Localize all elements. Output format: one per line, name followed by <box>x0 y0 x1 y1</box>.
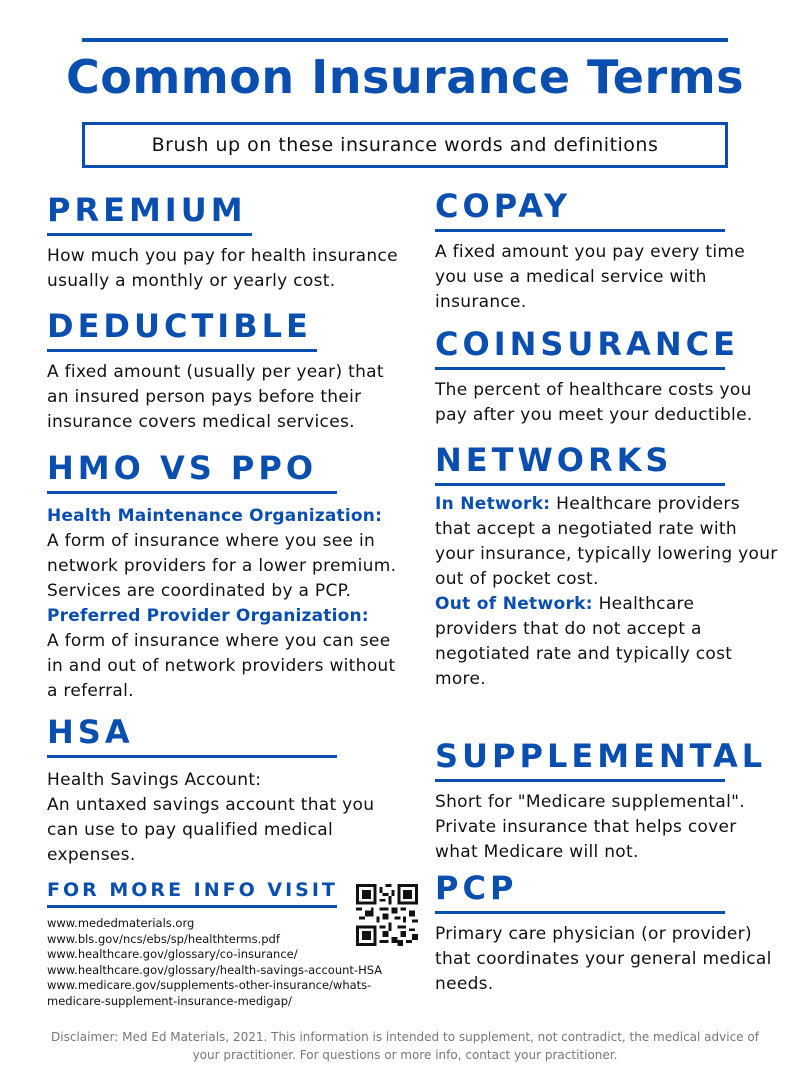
more-info-links <box>47 916 409 1009</box>
subtitle-box <box>82 122 728 168</box>
coinsurance-body: The percent of healthcare costs you pay after you meet your deductible. <box>435 380 753 425</box>
out-network-text <box>435 592 780 692</box>
link[interactable]: www.healthcare.gov/glossary/co-insurance/ <box>47 947 298 961</box>
pcp-body: Primary care physician (or provider) that coordinates your general medical needs. <box>435 924 772 994</box>
section-deductible <box>47 306 409 435</box>
link[interactable]: www.mededmaterials.org <box>47 916 195 930</box>
subtitle: Brush up on these insurance words and definitions <box>151 134 659 156</box>
hsa-body: An untaxed savings account that you can use to pay qualified medical expenses. <box>47 795 375 865</box>
coinsurance-heading: COINSURANCE <box>435 325 739 363</box>
section-premium <box>47 190 409 294</box>
disclaimer: Disclaimer: Med Ed Materials, 2021. This information is intended to supplement, not contradict, the medical advice of your practitioner. For questions or more info, contact your practitioner. <box>51 1030 759 1062</box>
copay-body: A fixed amount you pay every time you use a medical service with insurance. <box>435 242 745 312</box>
copay-rule <box>435 229 725 232</box>
hsa-heading: HSA <box>47 713 134 751</box>
deductible-heading: DEDUCTIBLE <box>47 307 312 345</box>
hmo-label: Health Maintenance Organization: <box>47 506 383 526</box>
networks-rule <box>435 483 725 486</box>
hmo-heading: HMO VS PPO <box>47 449 318 487</box>
hmo-body: A form of insurance where you see in network providers for a lower premium. Services are coordinated by a PCP. <box>47 531 397 601</box>
deductible-body: A fixed amount (usually per year) that an insured person pays before their insurance covers medical services. <box>47 362 384 432</box>
section-coinsurance <box>435 324 780 428</box>
out-network-body: Healthcare providers that do not accept a negotiated rate and typically cost more. <box>435 594 733 689</box>
in-network-body: Healthcare providers that accept a negotiated rate with your insurance, typically lowering your out of pocket cost. <box>435 494 778 589</box>
link[interactable]: www.bls.gov/ncs/ebs/sp/healthterms.pdf <box>47 931 280 946</box>
copay-heading: COPAY <box>435 187 572 225</box>
hsa-rule <box>47 755 337 758</box>
section-hsa <box>47 712 409 868</box>
ppo-label: Preferred Provider Organization: <box>47 606 369 626</box>
section-supplemental <box>435 736 780 865</box>
supplemental-rule <box>435 779 725 782</box>
premium-heading: PREMIUM <box>47 191 247 229</box>
section-hmo-vs-ppo <box>47 448 409 704</box>
section-pcp <box>435 868 780 997</box>
pcp-rule <box>435 911 725 914</box>
supplemental-body: Short for "Medicare supplemental". Private insurance that helps cover what Medicare will not. <box>435 792 745 862</box>
link[interactable]: www.medicare.gov/supplements-other-insurance/whats- <box>47 978 372 992</box>
section-networks <box>435 440 780 692</box>
pcp-heading: PCP <box>435 869 518 907</box>
link[interactable]: www.healthcare.gov/glossary/health-savings-account-HSA <box>47 962 383 977</box>
qr-code-icon[interactable] <box>356 884 418 946</box>
in-network-label: In Network: <box>435 494 551 514</box>
coinsurance-rule <box>435 367 725 370</box>
link[interactable]: medicare-supplement-insurance-medigap/ <box>47 993 292 1008</box>
section-copay <box>435 186 780 315</box>
more-info-rule <box>47 905 337 908</box>
premium-rule <box>47 233 252 236</box>
ppo-body: A form of insurance where you can see in and out of network providers without a referral. <box>47 631 396 701</box>
top-rule <box>82 38 728 42</box>
section-more-info <box>47 878 409 1009</box>
hsa-line1: Health Savings Account: <box>47 770 262 790</box>
in-network-text <box>435 492 780 592</box>
deductible-rule <box>47 349 317 352</box>
networks-heading: NETWORKS <box>435 441 673 479</box>
page-title: Common Insurance Terms <box>66 50 744 104</box>
premium-body: How much you pay for health insurance usually a monthly or yearly cost. <box>47 246 398 291</box>
supplemental-heading: SUPPLEMENTAL <box>435 737 767 775</box>
hmo-rule <box>47 491 337 494</box>
out-network-label: Out of Network: <box>435 594 593 614</box>
more-info-heading: FOR MORE INFO VISIT <box>47 879 338 901</box>
